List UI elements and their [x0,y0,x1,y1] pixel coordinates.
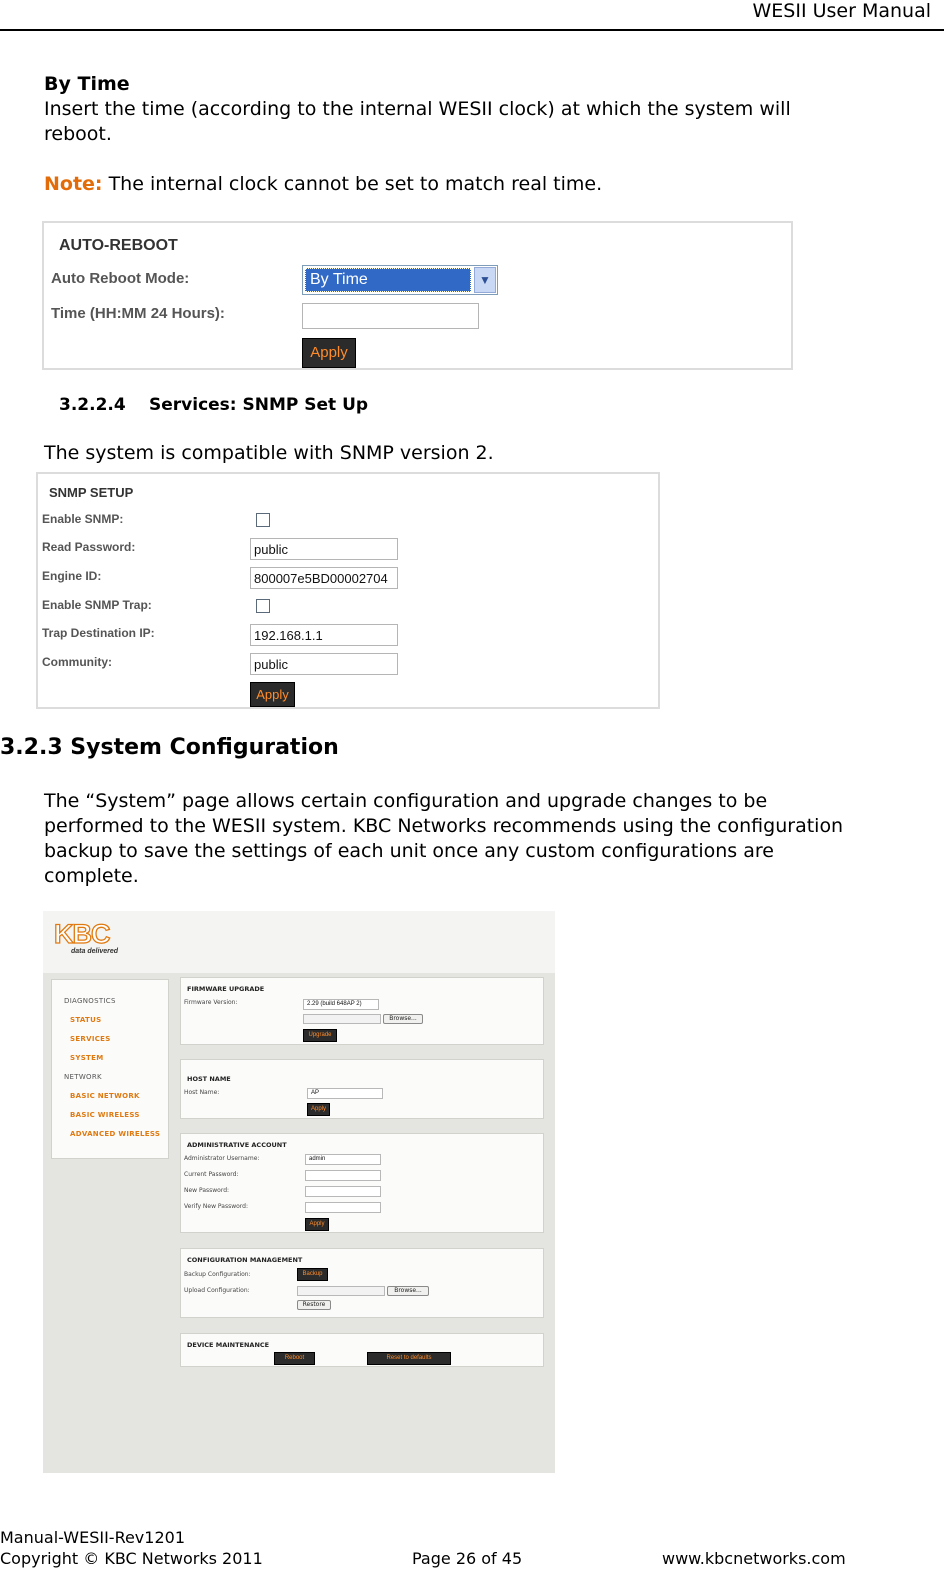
current-password-input[interactable] [305,1170,381,1181]
footer-copyright: Copyright © KBC Networks 2011 [0,1549,263,1568]
system-config-heading: 3.2.3 System Configuration [0,735,339,760]
host-name-panel [180,1059,544,1119]
firmware-browse-button[interactable]: Browse... [383,1014,423,1024]
auto-reboot-panel [42,221,793,370]
engine-id-input[interactable]: 800007e5BD00002704 [250,567,398,589]
nav-item-basic-wireless[interactable]: BASIC WIRELESS [70,1111,140,1119]
admin-apply-button[interactable]: Apply [305,1218,329,1231]
admin-username-input[interactable]: admin [305,1154,381,1165]
note-text: The internal clock cannot be set to match real time. [108,173,603,195]
backup-button[interactable]: Backup [297,1268,328,1281]
verify-password-input[interactable] [305,1202,381,1213]
trap-ip-label: Trap Destination IP: [42,626,155,640]
auto-reboot-title: AUTO-REBOOT [59,237,178,254]
snmp-section-number: 3.2.2.4 [59,395,126,415]
new-password-label: New Password: [184,1187,230,1194]
footer-website: www.kbcnetworks.com [662,1549,846,1568]
firmware-file-input[interactable] [303,1014,381,1024]
verify-password-label: Verify New Password: [184,1203,248,1210]
nav-item-basic-network[interactable]: BASIC NETWORK [70,1092,140,1100]
host-name-input[interactable]: AP [307,1088,383,1099]
config-management-panel [180,1248,544,1318]
nav-item-services[interactable]: SERVICES [70,1035,111,1043]
auto-reboot-apply-button[interactable]: Apply [302,338,356,368]
device-maintenance-panel [180,1333,544,1367]
restore-button[interactable]: Restore [297,1300,331,1310]
device-maintenance-title: DEVICE MAINTENANCE [187,1341,270,1349]
kbc-tagline: data delivered [71,948,119,955]
admin-account-panel [180,1133,544,1233]
by-time-heading: By Time [44,73,130,95]
firmware-version-field: 2.29 (build 648AP 2) [303,999,379,1010]
auto-reboot-time-input[interactable] [302,303,479,329]
auto-reboot-mode-select[interactable] [302,265,498,295]
footer-manual-id: Manual-WESII-Rev1201 [0,1528,185,1547]
host-name-title: HOST NAME [187,1075,231,1083]
kbc-system-page-screenshot [43,911,555,1473]
admin-account-title: ADMINISTRATIVE ACCOUNT [187,1141,287,1149]
snmp-intro: The system is compatible with SNMP version 2. [44,442,494,464]
system-config-line-3: backup to save the settings of each unit once any custom configurations are [44,840,774,862]
snmp-enable-checkbox[interactable] [256,513,270,527]
read-password-label: Read Password: [42,540,136,554]
header-rule [0,29,944,31]
nav-item-advanced-wireless[interactable]: ADVANCED WIRELESS [70,1130,161,1138]
snmp-enable-label: Enable SNMP: [42,512,124,526]
engine-id-label: Engine ID: [42,569,102,583]
config-management-title: CONFIGURATION MANAGEMENT [187,1256,303,1264]
enable-trap-label: Enable SNMP Trap: [42,598,152,612]
firmware-version-label: Firmware Version: [184,999,238,1006]
upload-file-input[interactable] [297,1286,385,1296]
nav-item-system[interactable]: SYSTEM [70,1054,104,1062]
footer-page-number: Page 26 of 45 [412,1549,523,1568]
auto-reboot-time-label: Time (HH:MM 24 Hours): [51,305,225,322]
snmp-apply-button[interactable]: Apply [250,682,295,707]
firmware-upgrade-panel [180,977,544,1045]
reboot-button[interactable]: Reboot [274,1352,315,1365]
by-time-line-2: reboot. [44,123,112,145]
reset-defaults-button[interactable]: Reset to defaults [367,1352,451,1365]
host-name-label: Host Name: [184,1089,220,1096]
new-password-input[interactable] [305,1186,381,1197]
snmp-setup-panel [36,472,660,709]
system-config-line-4: complete. [44,865,139,887]
snmp-setup-title: SNMP SETUP [49,485,134,500]
auto-reboot-mode-label: Auto Reboot Mode: [51,270,190,287]
chevron-down-icon[interactable]: ▼ [474,267,496,293]
nav-category-network: NETWORK [64,1073,102,1081]
by-time-line-1: Insert the time (according to the internal WESII clock) at which the system will [44,98,791,120]
nav-category-diagnostics: DIAGNOSTICS [64,997,116,1005]
enable-trap-checkbox[interactable] [256,599,270,613]
backup-config-label: Backup Configuration: [184,1271,251,1278]
kbc-logo: KBC [54,919,110,949]
kbc-sidebar-nav [51,979,169,1159]
admin-username-label: Administrator Username: [184,1155,260,1162]
trap-ip-input[interactable]: 192.168.1.1 [250,624,398,646]
firmware-upgrade-button[interactable]: Upgrade [303,1029,337,1042]
auto-reboot-mode-value: By Time [305,268,471,292]
snmp-section-title: Services: SNMP Set Up [149,395,369,415]
note-paragraph [44,172,602,197]
system-config-line-1: The “System” page allows certain configuration and upgrade changes to be [44,790,768,812]
current-password-label: Current Password: [184,1171,239,1178]
upload-browse-button[interactable]: Browse... [387,1286,429,1296]
document-header-title: WESII User Manual [752,0,931,22]
read-password-input[interactable]: public [250,538,398,560]
note-label: Note: [44,173,103,195]
nav-item-status[interactable]: STATUS [70,1016,102,1024]
upload-config-label: Upload Configuration: [184,1287,250,1294]
community-label: Community: [42,655,112,669]
host-name-apply-button[interactable]: Apply [307,1103,330,1116]
firmware-upgrade-title: FIRMWARE UPGRADE [187,985,265,993]
kbc-top-bar [43,911,555,973]
community-input[interactable]: public [250,653,398,675]
system-config-line-2: performed to the WESII system. KBC Networks recommends using the configuration [44,815,844,837]
